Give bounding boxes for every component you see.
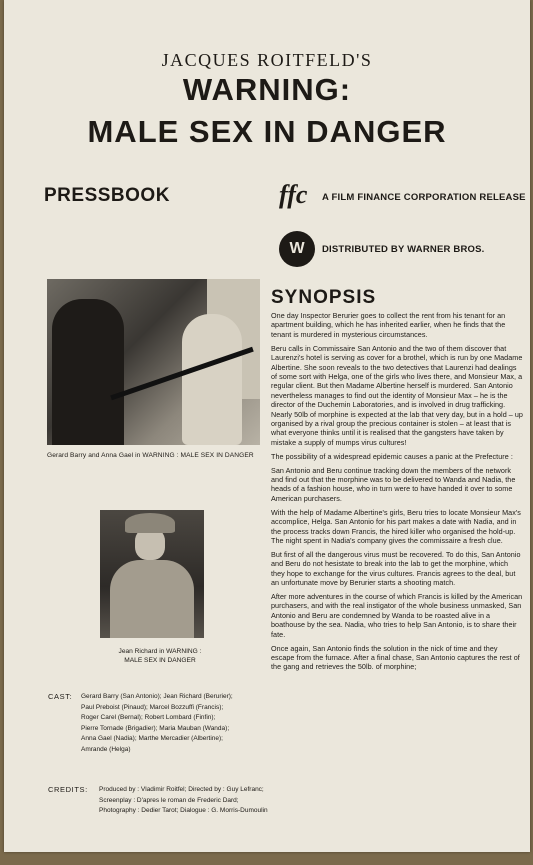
pressbook-page — [4, 0, 530, 852]
synopsis-paragraph: San Antonio and Beru continue tracking down the members of the network and find out that the morphine was to be delivered to Wanda and Nadia, the heads of a fashion house, who in turn were to have handed it over to some American purchasers. — [271, 465, 516, 503]
ffc-release-text: A FILM FINANCE CORPORATION RELEASE — [322, 192, 526, 203]
still-photo-gerard-barry-anna-gael — [47, 279, 260, 445]
cast-line: Anna Gael (Nadia); Marthe Mercadier (Albertine); — [81, 735, 223, 743]
pressbook-label: PRESSBOOK — [44, 185, 170, 206]
ffc-logo-icon: ffc — [279, 180, 308, 209]
credits-line: Produced by : Vladimir Roitfel; Directed by : Guy Lefranc; — [99, 786, 264, 793]
photo-caption-1: Gerard Barry and Anna Gael in WARNING : MALE SEX IN DANGER — [47, 452, 254, 459]
credits-block — [48, 785, 278, 817]
cast-line: Gerard Barry (San Antonio); Jean Richard (Berurier); — [81, 693, 233, 700]
distributor-text: DISTRIBUTED BY WARNER BROS. — [322, 244, 485, 255]
film-title-line1: WARNING: — [182, 72, 352, 107]
synopsis-paragraph: But first of all the dangerous virus must be recovered. To do this, San Antonio and Beru do not hesistate to break into the lab to get the morphine, which they hope to exchange for the virus cultures. Francis agrees to the deal, but an unfortunate move by Berurier starts a shooting match. — [271, 549, 521, 588]
cast-line: Amrande (Helga) — [81, 745, 131, 753]
cast-line: Paul Preboist (Pinaud); Marcel Bozzuffi (Francis); — [81, 703, 224, 711]
photo-figure-man — [52, 299, 124, 445]
synopsis-text — [271, 311, 523, 676]
synopsis-paragraph: One day Inspector Berurier goes to collect the rent from his tenant for an apartment building, which he has inherited earlier, when he finds that the tenant is murdered in mysterious circumstances. — [271, 311, 506, 339]
credits-line: Screenplay : D'apres le roman de Frederic Dard; — [99, 796, 239, 804]
warner-bros-logo-icon: W — [279, 231, 315, 267]
synopsis-paragraph: With the help of Madame Albertine's girls, Beru tries to locate Monsieur Max's accomplice, Helga. San Antonio for his part makes a date with Nadia, and in the process tracks down Francis, the hired killer who organised the hold-up. The night spent in Nadia's company gives the commissaire a fresh clue. — [271, 507, 521, 545]
director-credit: JACQUES ROITFELD'S — [161, 50, 373, 70]
synopsis-paragraph: The possibility of a widespread epidemic causes a panic at the Prefecture : — [271, 451, 513, 461]
photo-coat-shape — [110, 560, 194, 638]
photo-caption-2-line1: Jean Richard in WARNING : — [118, 648, 202, 655]
cast-line: Roger Carel (Bernal); Robert Lombard (Finfin); — [81, 714, 216, 722]
photo-hat-shape — [125, 513, 175, 533]
photo-figure-woman — [182, 314, 242, 445]
film-title-line2: MALE SEX IN DANGER — [87, 114, 447, 149]
cast-heading: CAST: — [48, 692, 73, 701]
credits-heading: CREDITS: — [48, 785, 88, 794]
photo-caption-2-line2: MALE SEX IN DANGER — [124, 656, 196, 664]
synopsis-paragraph: Beru calls in Commissaire San Antonio and the two of them discover that Laurenzi's hotel is serving as cover for a brothel, which is run by one Madame Albertine. She soon reveals to the two detectives that Laurenzi had dealings of some sort with Helga, one of the girls who lives there, and Monsieur Max, a regular client. But then Madame Albertine herself is murdered. San Antonio nevertheless manages to find out the identity of Monsieur Max – he is the director of the Duchemin Laboratories, and is involved in drug trafficking. Nearly 50lb of morphine is expected at the lab that very day, but in a hold – up organised by a rival group the precious container is stolen – at least that is what everyone thinks until it is realised that the gangsters have taken by mistake a supply of mumps virus cultures! — [271, 343, 523, 447]
credits-line: Photography : Dedier Tarot; Dialogue : G. Morris-Dumoulin — [99, 807, 268, 815]
synopsis-heading: SYNOPSIS — [271, 287, 377, 308]
photo-caption-2 — [100, 648, 220, 665]
cast-line: Pierre Tornade (Brigadier); Maria Mauban (Wanda); — [81, 724, 230, 732]
synopsis-paragraph: After more adventures in the course of which Francis is killed by the American purchasers, and with the real instigator of the whole business unmasked, San Antonio and Beru are condemned by Wanda to be roasted alive in a boathouse by the sea. Nadia, who tries to help San Antonio, is to share their fate. — [271, 591, 523, 639]
still-photo-jean-richard — [100, 510, 204, 638]
cast-block — [48, 692, 268, 756]
synopsis-paragraph: Once again, San Antonio finds the solution in the nick of time and they escape from the furnace. After a final chase, San Antonio captures the rest of the gang and retrieves the 50lb. of morphine; — [271, 643, 520, 672]
